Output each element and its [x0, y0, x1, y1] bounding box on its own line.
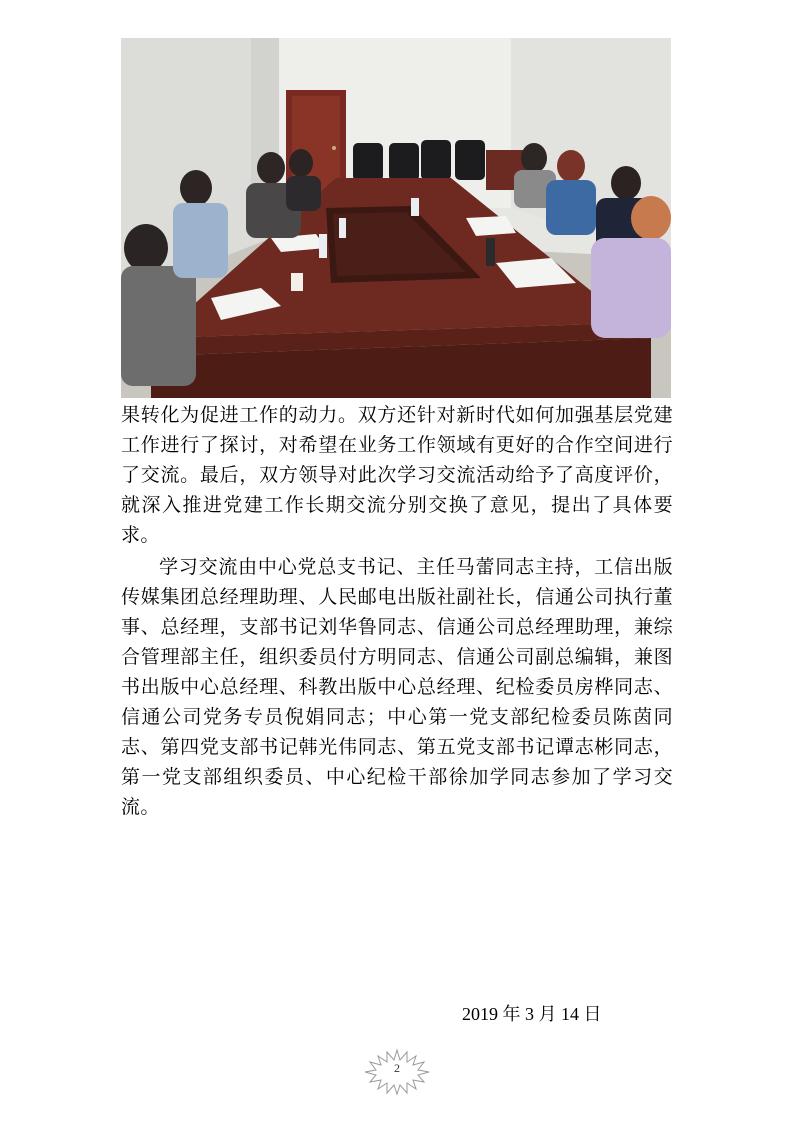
page-number-badge	[362, 1048, 432, 1096]
document-date: 2019 年 3 月 14 日	[462, 1004, 602, 1024]
page-number: 2	[394, 1061, 400, 1075]
paragraph-2: 学习交流由中心党总支书记、主任马蕾同志主持，工信出版传媒集团总经理助理、人民邮电出版社副社长，信通公司执行董事、总经理，支部书记刘华鲁同志、信通公司总经理助理，兼综合管理部主任，组织委员付方明同志、信通公司副总编辑，兼图书出版中心总经理、科教出版中心总经理、纪检委员房桦同志、信通公司党务专员倪娟同志；中心第一党支部纪检委员陈茵同志、第四党支部书记韩光伟同志、第五党支部书记谭志彬同志，第一党支部组织委员、中心纪检干部徐加学同志参加了学习交流。	[121, 556, 673, 818]
paragraph-1: 果转化为促进工作的动力。双方还针对新时代如何加强基层党建工作进行了探讨，对希望在业务工作领域有更好的合作空间进行了交流。最后，双方领导对此次学习交流活动给予了高度评价，就深入推进党建工作长期交流分别交换了意见，提出了具体要求。	[121, 404, 673, 546]
article-body	[121, 400, 673, 822]
meeting-photo	[121, 38, 671, 398]
